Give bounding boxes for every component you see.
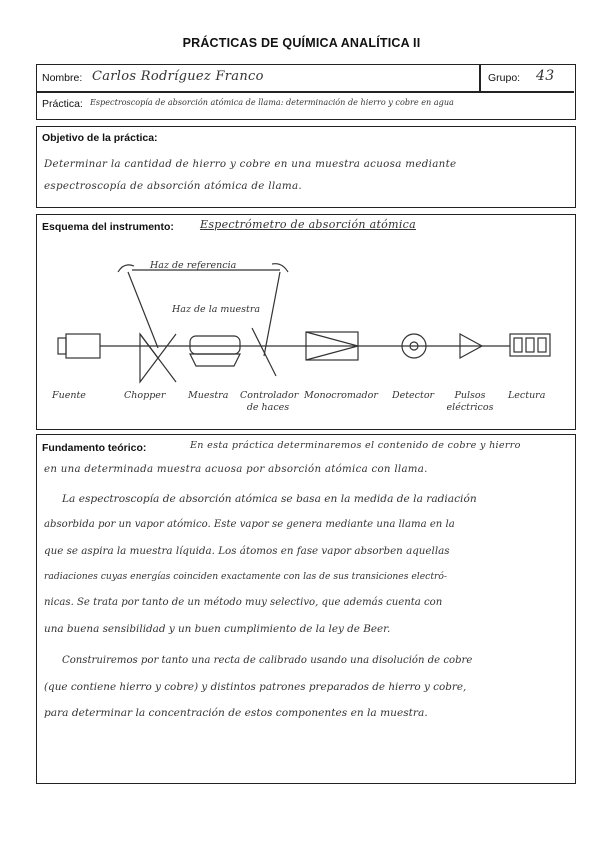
sample-flame-shape bbox=[190, 336, 240, 354]
component-beam-controller: Controlador de haces bbox=[240, 390, 299, 413]
readout-digit-2 bbox=[526, 338, 534, 352]
reference-beam-right bbox=[264, 272, 280, 356]
theory-label: Fundamento teórico: bbox=[42, 442, 147, 454]
instrument-label: Esquema del instrumento: bbox=[42, 221, 174, 233]
header-group-divider bbox=[479, 65, 481, 91]
sample-beam-label: Haz de la muestra bbox=[172, 304, 261, 315]
readout-shape bbox=[510, 334, 550, 356]
beam-splitter-shape bbox=[252, 328, 276, 376]
sample-burner-shape bbox=[190, 354, 240, 366]
theory-paragraph-2 bbox=[44, 648, 472, 726]
theory-p1-line-5: nicas. Se trata por tanto de un método muy selectivo, que además cuenta con bbox=[44, 597, 443, 608]
theory-p1-line-1: La espectroscopía de absorción atómica se basa en la medida de la radiación bbox=[62, 493, 477, 505]
objective-line-1: Determinar la cantidad de hierro y cobre en una muestra acuosa mediante bbox=[44, 158, 457, 170]
theory-p1-line-4: radiaciones cuyas energías coinciden exactamente con las de sus transiciones electró- bbox=[44, 571, 448, 582]
header-row-divider bbox=[37, 91, 574, 93]
component-chopper: Chopper bbox=[124, 390, 166, 401]
mirror-left bbox=[118, 265, 134, 272]
theory-paragraph-1 bbox=[44, 486, 477, 642]
component-pulses: Pulsos eléctricos bbox=[446, 390, 494, 413]
theory-p1-line-3: que se aspira la muestra líquida. Los átomos en fase vapor absorben aquellas bbox=[44, 545, 450, 557]
name-value: Carlos Rodríguez Franco bbox=[92, 69, 264, 84]
theory-intro-line-2: en una determinada muestra acuosa por absorción atómica con llama. bbox=[44, 464, 428, 475]
instrument-diagram bbox=[40, 240, 570, 430]
theory-p1-line-6: una buena sensibilidad y un buen cumplimiento de la ley de Beer. bbox=[44, 623, 391, 635]
component-monochromator: Monocromador bbox=[304, 390, 378, 401]
practice-label: Práctica: bbox=[42, 98, 83, 110]
objective-line-2: espectroscopía de absorción atómica de llama. bbox=[44, 180, 302, 192]
theory-p1-line-2: absorbida por un vapor atómico. Este vapor se genera mediante una llama en la bbox=[44, 519, 455, 530]
instrument-title: Espectrómetro de absorción atómica bbox=[200, 218, 416, 231]
component-sample: Muestra bbox=[188, 390, 229, 401]
page-title: PRÁCTICAS DE QUÍMICA ANALÍTICA II bbox=[182, 36, 421, 50]
source-lamp-shape bbox=[66, 334, 100, 358]
theory-p2-line-1: Construiremos por tanto una recta de calibrado usando una disolución de cobre bbox=[62, 655, 473, 666]
objective-label: Objetivo de la práctica: bbox=[42, 132, 158, 144]
group-value: 43 bbox=[536, 68, 555, 84]
theory-p2-line-2: (que contiene hierro y cobre) y distintos patrones preparados de hierro y cobre, bbox=[44, 681, 467, 693]
name-label: Nombre: bbox=[42, 72, 83, 84]
reference-beam-label: Haz de referencia bbox=[150, 260, 237, 271]
practice-value: Espectroscopía de absorción atómica de llama: determinación de hierro y cobre en agua bbox=[90, 97, 454, 107]
readout-digit-1 bbox=[514, 338, 522, 352]
component-readout: Lectura bbox=[508, 390, 546, 401]
readout-digit-3 bbox=[538, 338, 546, 352]
reference-beam-left bbox=[128, 272, 158, 348]
theory-p2-line-3: para determinar la concentración de estos componentes en la muestra. bbox=[44, 707, 428, 719]
component-detector: Detector bbox=[392, 390, 435, 401]
source-lamp-cap bbox=[58, 338, 66, 354]
mirror-right bbox=[272, 264, 288, 272]
group-label: Grupo: bbox=[488, 72, 521, 84]
component-source: Fuente bbox=[52, 390, 86, 401]
theory-intro-line-1: En esta práctica determinaremos el contenido de cobre y hierro bbox=[190, 440, 521, 451]
